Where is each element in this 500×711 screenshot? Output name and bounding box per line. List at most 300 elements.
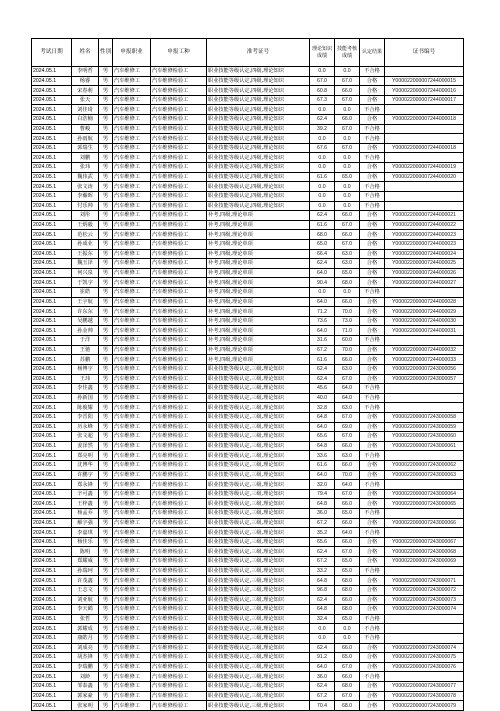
gender-cell: 男 [99, 672, 113, 682]
theory-score-cell: 73.6 [310, 316, 335, 326]
gender-cell: 男 [99, 182, 113, 192]
theory-score-cell: 70.4 [310, 701, 335, 711]
results-table-wrapper [31, 38, 463, 711]
table-row [32, 643, 464, 653]
exam-date-cell: 2024.05.1 [32, 239, 72, 249]
trade-cell: 汽车维修检验工 [151, 576, 207, 586]
exam-date-cell: 2024.05.1 [32, 412, 72, 422]
ticket-number-cell: 职业技能等级认定,三级,理论知识 [207, 585, 310, 595]
occupation-cell: 汽车维修工 [113, 134, 151, 144]
trade-cell: 汽车维修检验工 [151, 691, 207, 701]
theory-score-cell: 62.4 [310, 643, 335, 653]
trade-cell: 汽车维修检验工 [151, 364, 207, 374]
theory-score-cell: 67.3 [310, 95, 335, 105]
table-row [32, 374, 464, 384]
skill-score-cell: 65.0 [335, 653, 360, 663]
certificate-number-cell [385, 566, 464, 576]
trade-cell: 汽车维修检验工 [151, 557, 207, 567]
ticket-number-cell: 职业技能等级认定,三级,理论知识 [207, 633, 310, 643]
occupation-cell: 汽车维修工 [113, 633, 151, 643]
name-cell: 王驰 [72, 345, 99, 355]
occupation-cell: 汽车维修工 [113, 624, 151, 634]
table-row [32, 86, 464, 96]
name-cell: 魏伟武 [72, 172, 99, 182]
ticket-number-cell: 职业技能等级认定,四级,理论知识 [207, 76, 310, 86]
name-cell: 曹峻 [72, 124, 99, 134]
gender-cell: 男 [99, 191, 113, 201]
name-cell: 杨孟乔 [72, 509, 99, 519]
trade-cell: 汽车维修检验工 [151, 95, 207, 105]
name-cell: 孙瑞珂 [72, 566, 99, 576]
trade-cell: 汽车维修检验工 [151, 355, 207, 365]
occupation-cell: 汽车维修工 [113, 509, 151, 519]
skill-score-cell: 68.0 [335, 701, 360, 711]
occupation-cell: 汽车维修工 [113, 605, 151, 615]
certificate-number-cell [385, 67, 464, 77]
trade-cell: 汽车维修检验工 [151, 239, 207, 249]
gender-cell: 男 [99, 528, 113, 538]
name-cell: 张文涛 [72, 182, 99, 192]
occupation-cell: 汽车维修工 [113, 316, 151, 326]
table-row [32, 662, 464, 672]
occupation-cell: 汽车维修工 [113, 576, 151, 586]
gender-cell: 男 [99, 662, 113, 672]
certificate-number-cell: Y000022000007243000077 [385, 682, 464, 692]
skill-score-cell: 66.0 [335, 537, 360, 547]
certificate-number-cell: Y000022000007244000019 [385, 163, 464, 173]
skill-score-cell: 66.0 [335, 86, 360, 96]
name-cell: 邹泰鑫 [72, 682, 99, 692]
exam-date-cell: 2024.05.1 [32, 278, 72, 288]
trade-cell: 汽车维修检验工 [151, 662, 207, 672]
trade-cell: 汽车维修检验工 [151, 470, 207, 480]
occupation-cell: 汽车维修工 [113, 268, 151, 278]
exam-date-cell: 2024.05.1 [32, 566, 72, 576]
occupation-cell: 汽车维修工 [113, 566, 151, 576]
table-row [32, 537, 464, 547]
occupation-cell: 汽车维修工 [113, 701, 151, 711]
exam-date-cell: 2024.05.1 [32, 576, 72, 586]
certificate-number-cell: Y000022000007244000016 [385, 86, 464, 96]
trade-cell: 汽车维修检验工 [151, 432, 207, 442]
gender-cell: 男 [99, 345, 113, 355]
skill-score-cell: 63.0 [335, 451, 360, 461]
gender-cell: 男 [99, 595, 113, 605]
certificate-number-cell [385, 614, 464, 624]
exam-date-cell: 2024.05.1 [32, 182, 72, 192]
name-cell: 魏玉泽 [72, 259, 99, 269]
exam-date-cell: 2024.05.1 [32, 633, 72, 643]
occupation-cell: 汽车维修工 [113, 547, 151, 557]
gender-cell: 男 [99, 143, 113, 153]
gender-cell: 男 [99, 470, 113, 480]
result-cell: 合格 [360, 682, 385, 692]
result-cell: 不合格 [360, 633, 385, 643]
name-cell: 康皓月 [72, 633, 99, 643]
trade-cell: 汽车维修检验工 [151, 268, 207, 278]
ticket-number-cell: 职业技能等级认定,三级,理论知识 [207, 566, 310, 576]
exam-date-cell: 2024.05.1 [32, 393, 72, 403]
certificate-number-cell: Y000022000007244000030 [385, 316, 464, 326]
name-cell: 郑亮明 [72, 451, 99, 461]
name-cell: 李嘉琪 [72, 528, 99, 538]
theory-score-cell: 62.4 [310, 374, 335, 384]
occupation-cell: 汽车维修工 [113, 95, 151, 105]
certificate-number-cell [385, 624, 464, 634]
certificate-number-cell [385, 480, 464, 490]
trade-cell: 汽车维修检验工 [151, 307, 207, 317]
exam-date-cell: 2024.05.1 [32, 95, 72, 105]
exam-date-cell: 2024.05.1 [32, 682, 72, 692]
skill-score-cell: 67.0 [335, 374, 360, 384]
name-cell: 于洋 [72, 336, 99, 346]
exam-date-cell: 2024.05.1 [32, 143, 72, 153]
skill-score-cell: 66.0 [335, 115, 360, 125]
gender-cell: 男 [99, 624, 113, 634]
table-row [32, 288, 464, 298]
occupation-cell: 汽车维修工 [113, 326, 151, 336]
trade-cell: 汽车维修检验工 [151, 614, 207, 624]
ticket-number-cell: 职业技能等级认定,三级,理论知识 [207, 643, 310, 653]
table-row [32, 220, 464, 230]
header-row [32, 39, 464, 67]
theory-score-cell: 67.2 [310, 557, 335, 567]
gender-cell: 男 [99, 451, 113, 461]
occupation-cell: 汽车维修工 [113, 691, 151, 701]
name-cell: 刘彤 [72, 211, 99, 221]
skill-score-cell: 73.0 [335, 316, 360, 326]
skill-score-cell: 67.0 [335, 489, 360, 499]
trade-cell: 汽车维修检验工 [151, 585, 207, 595]
gender-cell: 男 [99, 316, 113, 326]
result-cell: 不合格 [360, 124, 385, 134]
skill-score-cell: 67.0 [335, 432, 360, 442]
skill-score-cell: 68.0 [335, 576, 360, 586]
table-row [32, 499, 464, 509]
name-cell: 姜泽然 [72, 441, 99, 451]
gender-cell: 男 [99, 355, 113, 365]
theory-score-cell: 64.8 [310, 499, 335, 509]
name-cell: 王宇航 [72, 297, 99, 307]
occupation-cell: 汽车维修工 [113, 220, 151, 230]
trade-cell: 汽车维修检验工 [151, 672, 207, 682]
trade-cell: 汽车维修检验工 [151, 393, 207, 403]
name-cell: 刘佳琦 [72, 105, 99, 115]
occupation-cell: 汽车维修工 [113, 585, 151, 595]
gender-cell: 男 [99, 643, 113, 653]
ticket-number-cell: 职业技能等级认定,三级,理论知识 [207, 528, 310, 538]
ticket-number-cell: 职业技能等级认定,三级,理论知识 [207, 470, 310, 480]
gender-cell: 男 [99, 220, 113, 230]
header-skill-score: 技能考核成绩 [335, 39, 360, 67]
result-cell: 合格 [360, 662, 385, 672]
exam-date-cell: 2024.05.1 [32, 451, 72, 461]
occupation-cell: 汽车维修工 [113, 470, 151, 480]
trade-cell: 汽车维修检验工 [151, 201, 207, 211]
occupation-cell: 汽车维修工 [113, 105, 151, 115]
result-cell: 合格 [360, 172, 385, 182]
gender-cell: 男 [99, 76, 113, 86]
theory-score-cell: 67.2 [310, 518, 335, 528]
exam-date-cell: 2024.05.1 [32, 288, 72, 298]
exam-date-cell: 2024.05.1 [32, 624, 72, 634]
name-cell: 张玮 [72, 163, 99, 173]
certificate-number-cell: Y000022000007244000026 [385, 268, 464, 278]
trade-cell: 汽车维修检验工 [151, 336, 207, 346]
trade-cell: 汽车维修检验工 [151, 374, 207, 384]
occupation-cell: 汽车维修工 [113, 345, 151, 355]
certificate-number-cell [385, 336, 464, 346]
trade-cell: 汽车维修检验工 [151, 701, 207, 711]
name-cell: 张哲 [72, 614, 99, 624]
gender-cell: 男 [99, 480, 113, 490]
trade-cell: 汽车维修检验工 [151, 153, 207, 163]
certificate-number-cell: Y000022000007244000023 [385, 230, 464, 240]
gender-cell: 男 [99, 172, 113, 182]
gender-cell: 男 [99, 249, 113, 259]
skill-score-cell: 70.0 [335, 307, 360, 317]
table-row [32, 605, 464, 615]
table-row [32, 230, 464, 240]
trade-cell: 汽车维修检验工 [151, 297, 207, 307]
exam-date-cell: 2024.05.1 [32, 230, 72, 240]
exam-date-cell: 2024.05.1 [32, 316, 72, 326]
certificate-number-cell: Y000022000007243000076 [385, 662, 464, 672]
theory-score-cell: 32.0 [310, 480, 335, 490]
theory-score-cell: 62.4 [310, 115, 335, 125]
occupation-cell: 汽车维修工 [113, 412, 151, 422]
header-result: 认定结果 [360, 39, 385, 67]
skill-score-cell: 66.0 [335, 297, 360, 307]
skill-score-cell: 0.0 [335, 624, 360, 634]
gender-cell: 男 [99, 682, 113, 692]
trade-cell: 汽车维修检验工 [151, 518, 207, 528]
table-row [32, 441, 464, 451]
name-cell: 王玮 [72, 374, 99, 384]
result-cell: 合格 [360, 115, 385, 125]
skill-score-cell: 66.0 [335, 672, 360, 682]
certificate-number-cell: Y000022000007243000067 [385, 537, 464, 547]
theory-score-cell: 0.0 [310, 163, 335, 173]
result-cell: 不合格 [360, 105, 385, 115]
gender-cell: 男 [99, 393, 113, 403]
certificate-number-cell: Y000022000007243000062 [385, 460, 464, 470]
occupation-cell: 汽车维修工 [113, 278, 151, 288]
table-row [32, 451, 464, 461]
theory-score-cell: 0.0 [310, 288, 335, 298]
theory-score-cell: 40.0 [310, 393, 335, 403]
trade-cell: 汽车维修检验工 [151, 211, 207, 221]
ticket-number-cell: 职业技能等级认定,三级,理论知识 [207, 374, 310, 384]
name-cell: 孙雨航 [72, 134, 99, 144]
result-cell: 合格 [360, 307, 385, 317]
exam-date-cell: 2024.05.1 [32, 509, 72, 519]
gender-cell: 男 [99, 163, 113, 173]
result-cell: 合格 [360, 595, 385, 605]
ticket-number-cell: 职业技能等级认定,三级,理论知识 [207, 432, 310, 442]
trade-cell: 汽车维修检验工 [151, 220, 207, 230]
result-cell: 合格 [360, 547, 385, 557]
gender-cell: 男 [99, 605, 113, 615]
table-row [32, 672, 464, 682]
theory-score-cell: 65.6 [310, 537, 335, 547]
name-cell: 李瑞鹏 [72, 662, 99, 672]
trade-cell: 汽车维修检验工 [151, 422, 207, 432]
skill-score-cell: 60.0 [335, 336, 360, 346]
theory-score-cell: 62.4 [310, 211, 335, 221]
table-body [32, 67, 464, 711]
theory-score-cell: 65.0 [310, 239, 335, 249]
gender-cell: 男 [99, 499, 113, 509]
occupation-cell: 汽车维修工 [113, 393, 151, 403]
gender-cell: 男 [99, 701, 113, 711]
exam-date-cell: 2024.05.1 [32, 605, 72, 615]
certificate-number-cell: Y000022000007243000060 [385, 432, 464, 442]
result-cell: 不合格 [360, 336, 385, 346]
trade-cell: 汽车维修检验工 [151, 67, 207, 77]
certificate-number-cell [385, 633, 464, 643]
ticket-number-cell: 职业技能等级认定,三级,理论知识 [207, 460, 310, 470]
trade-cell: 汽车维修检验工 [151, 124, 207, 134]
result-cell: 合格 [360, 259, 385, 269]
ticket-number-cell: 职业技能等级认定,四级,理论知识 [207, 201, 310, 211]
gender-cell: 男 [99, 633, 113, 643]
theory-score-cell: 0.0 [310, 134, 335, 144]
name-cell: 王梓鑫 [72, 499, 99, 509]
gender-cell: 男 [99, 153, 113, 163]
name-cell: 杨睿 [72, 76, 99, 86]
table-row [32, 268, 464, 278]
certificate-number-cell [385, 403, 464, 413]
theory-score-cell: 36.0 [310, 672, 335, 682]
certificate-number-cell: Y000022000007243000058 [385, 412, 464, 422]
skill-score-cell: 67.0 [335, 691, 360, 701]
trade-cell: 汽车维修检验工 [151, 345, 207, 355]
result-cell: 合格 [360, 239, 385, 249]
trade-cell: 汽车维修检验工 [151, 105, 207, 115]
result-cell: 不合格 [360, 134, 385, 144]
table-row [32, 653, 464, 663]
occupation-cell: 汽车维修工 [113, 86, 151, 96]
table-row [32, 412, 464, 422]
table-row [32, 278, 464, 288]
trade-cell: 汽车维修检验工 [151, 537, 207, 547]
header-trade: 申报工种 [151, 39, 207, 67]
certificate-number-cell: Y000022000007243000057 [385, 374, 464, 384]
theory-score-cell: 0.0 [310, 633, 335, 643]
certificate-number-cell [385, 105, 464, 115]
skill-score-cell: 65.0 [335, 557, 360, 567]
theory-score-cell: 60.8 [310, 86, 335, 96]
table-row [32, 163, 464, 173]
ticket-number-cell: 职业技能等级认定,三级,理论知识 [207, 509, 310, 519]
certificate-number-cell: Y000022000007244000015 [385, 76, 464, 86]
table-row [32, 422, 464, 432]
name-cell: 孙金帅 [72, 326, 99, 336]
skill-score-cell: 63.0 [335, 249, 360, 259]
exam-date-cell: 2024.05.1 [32, 345, 72, 355]
name-cell: 许东东 [72, 307, 99, 317]
table-row [32, 489, 464, 499]
gender-cell: 男 [99, 374, 113, 384]
occupation-cell: 汽车维修工 [113, 172, 151, 182]
ticket-number-cell: 补考,四级,理论单项 [207, 307, 310, 317]
exam-date-cell: 2024.05.1 [32, 201, 72, 211]
result-cell: 合格 [360, 374, 385, 384]
ticket-number-cell: 职业技能等级认定,三级,理论知识 [207, 480, 310, 490]
gender-cell: 男 [99, 384, 113, 394]
gender-cell: 男 [99, 557, 113, 567]
certificate-number-cell: Y000022000007243000065 [385, 499, 464, 509]
occupation-cell: 汽车维修工 [113, 537, 151, 547]
certificate-number-cell: Y000022000007244000021 [385, 211, 464, 221]
skill-score-cell: 68.0 [335, 278, 360, 288]
exam-date-cell: 2024.05.1 [32, 374, 72, 384]
result-cell: 合格 [360, 412, 385, 422]
name-cell: 解宇强 [72, 518, 99, 528]
exam-date-cell: 2024.05.1 [32, 585, 72, 595]
occupation-cell: 汽车维修工 [113, 662, 151, 672]
occupation-cell: 汽车维修工 [113, 288, 151, 298]
skill-score-cell: 67.0 [335, 143, 360, 153]
ticket-number-cell: 补考,四级,理论单项 [207, 249, 310, 259]
table-row [32, 701, 464, 711]
result-cell: 合格 [360, 585, 385, 595]
occupation-cell: 汽车维修工 [113, 307, 151, 317]
theory-score-cell: 96.8 [310, 585, 335, 595]
table-row [32, 191, 464, 201]
certificate-number-cell: Y000022000007243000059 [385, 422, 464, 432]
theory-score-cell: 64.8 [310, 412, 335, 422]
occupation-cell: 汽车维修工 [113, 153, 151, 163]
exam-date-cell: 2024.05.1 [32, 153, 72, 163]
ticket-number-cell: 职业技能等级认定,三级,理论知识 [207, 662, 310, 672]
ticket-number-cell: 职业技能等级认定,三级,理论知识 [207, 682, 310, 692]
skill-score-cell: 67.0 [335, 412, 360, 422]
ticket-number-cell: 职业技能等级认定,三级,理论知识 [207, 537, 310, 547]
ticket-number-cell: 职业技能等级认定,三级,理论知识 [207, 441, 310, 451]
exam-date-cell: 2024.05.1 [32, 537, 72, 547]
certificate-number-cell: Y000022000007243000061 [385, 441, 464, 451]
result-cell: 合格 [360, 249, 385, 259]
skill-score-cell: 0.0 [335, 163, 360, 173]
skill-score-cell: 68.0 [335, 585, 360, 595]
ticket-number-cell: 职业技能等级认定,四级,理论知识 [207, 67, 310, 77]
skill-score-cell: 70.0 [335, 345, 360, 355]
header-ticket-number: 准考证号 [207, 39, 310, 67]
theory-score-cell: 39.2 [310, 124, 335, 134]
exam-date-cell: 2024.05.1 [32, 220, 72, 230]
ticket-number-cell: 职业技能等级认定,三级,理论知识 [207, 499, 310, 509]
occupation-cell: 汽车维修工 [113, 384, 151, 394]
exam-date-cell: 2024.05.1 [32, 470, 72, 480]
theory-score-cell: 61.6 [310, 355, 335, 365]
exam-date-cell: 2024.05.1 [32, 441, 72, 451]
name-cell: 郑永锋 [72, 480, 99, 490]
ticket-number-cell: 补考,四级,理论单项 [207, 326, 310, 336]
certificate-number-cell [385, 201, 464, 211]
table-row [32, 307, 464, 317]
exam-date-cell: 2024.05.1 [32, 480, 72, 490]
trade-cell: 汽车维修检验工 [151, 489, 207, 499]
occupation-cell: 汽车维修工 [113, 595, 151, 605]
name-cell: 张家明 [72, 701, 99, 711]
result-cell: 合格 [360, 576, 385, 586]
ticket-number-cell: 职业技能等级认定,三级,理论知识 [207, 489, 310, 499]
theory-score-cell: 45.6 [310, 384, 335, 394]
skill-score-cell: 66.0 [335, 460, 360, 470]
gender-cell: 男 [99, 691, 113, 701]
